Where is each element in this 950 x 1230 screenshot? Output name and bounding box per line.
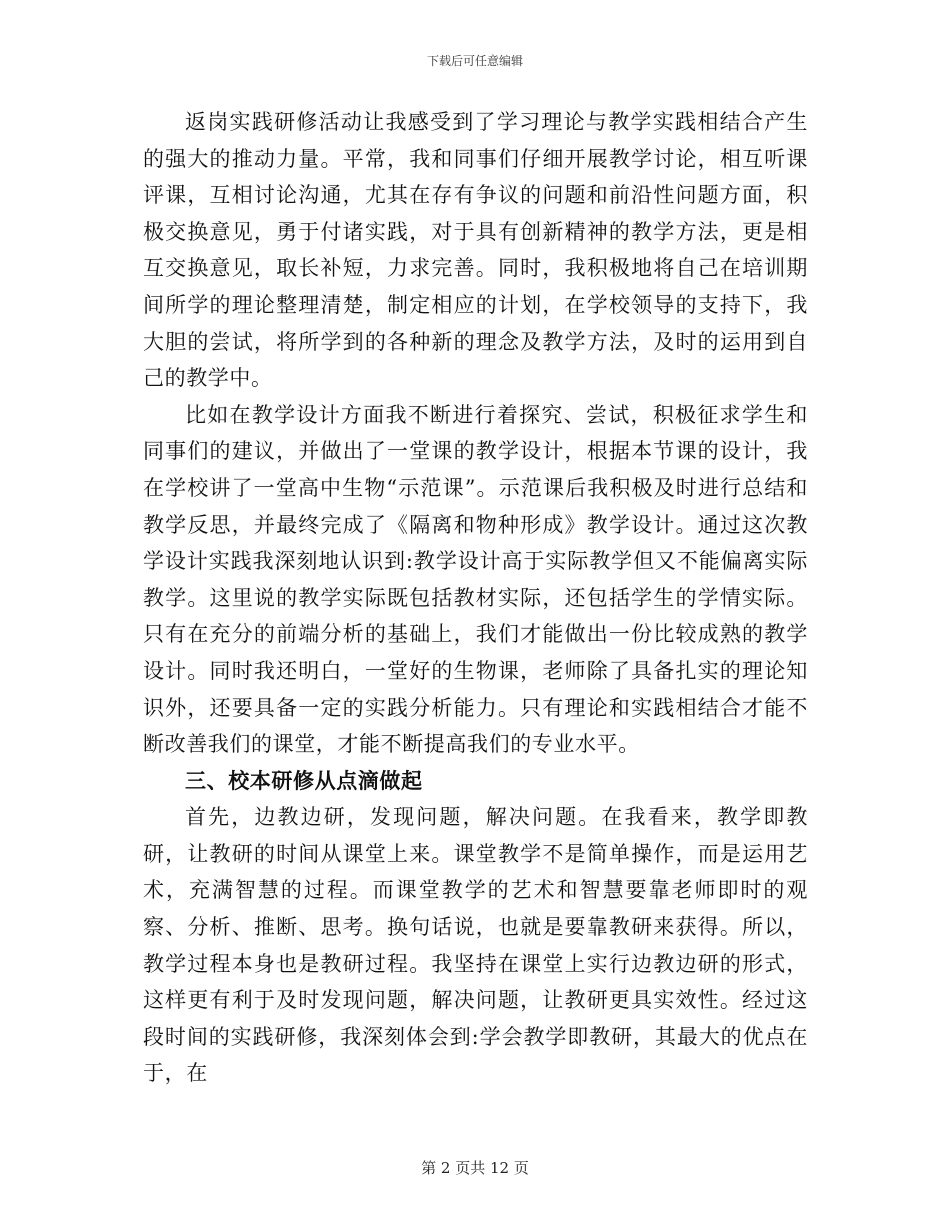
section-heading: 三、校本研修从点滴做起 xyxy=(185,767,423,793)
paragraph-1: 返岗实践研修活动让我感受到了学习理论与教学实践相结合产生的强大的推动力量。平常，我和同事们仔细开展教学讨论，相互听课评课，互相讨论沟通，尤其在存有争议的问题和前沿性问题方面，积极交换意见，勇于付诸实践，对于具有创新精神的教学方法，更是相互交换意见，取长补短，力求完善。同时，我积极地将自己在培训期间所学的理论整理清楚，制定相应的计划，在学校领导的支持下，我大胆的尝试，将所学到的各种新的理念及教学方法，及时的运用到自己的教学中。 xyxy=(143,110,808,391)
page-header: 下载后可任意编辑 xyxy=(426,54,523,68)
paragraph-2: 比如在教学设计方面我不断进行着探究、尝试，积极征求学生和同事们的建议，并做出了一堂课的教学设计，根据本节课的设计，我在学校讲了一堂高中生物“示范课”。示范课后我积极及时进行总结和教学反思，并最终完成了《隔离和物种形成》教学设计。通过这次教学设计实践我深刻地认识到:教学设计高于实际教学但又不能偏离实际教学。这里说的教学实际既包括教材实际，还包括学生的学情实际。只有在充分的前端分析的基础上，我们才能做出一份比较成熟的教学设计。同时我还明白，一堂好的生物课，老师除了具备扎实的理论知识外，还要具备一定的实践分析能力。只有理论和实践相结合才能不断改善我们的课堂，才能不断提高我们的专业水平。 xyxy=(143,402,808,757)
paragraph-3: 首先，边教边研，发现问题，解决问题。在我看来，教学即教研，让教研的时间从课堂上来。课堂教学不是简单操作，而是运用艺术，充满智慧的过程。而课堂教学的艺术和智慧要靠老师即时的观察、分析、推断、思考。换句话说，也就是要靠教研来获得。所以，教学过程本身也是教研过程。我坚持在课堂上实行边教边研的形式，这样更有利于及时发现问题，解决问题，让教研更具实效性。经过这段时间的实践研修，我深刻体会到:学会教学即教研，其最大的优点在于，在 xyxy=(143,805,808,1086)
document-body xyxy=(143,104,808,1092)
page-footer: 第 2 页共 12 页 xyxy=(421,1159,529,1177)
